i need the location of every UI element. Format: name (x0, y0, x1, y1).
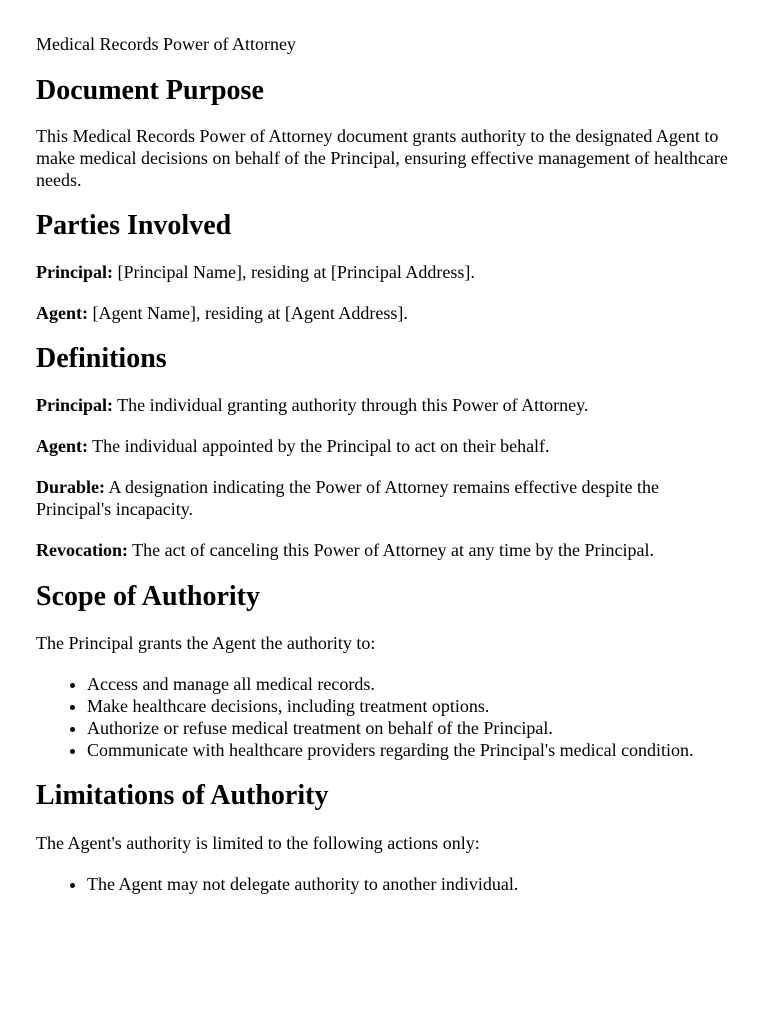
list-item: • Access and manage all medical records. (87, 673, 734, 695)
document-title: Medical Records Power of Attorney (36, 34, 296, 54)
section-heading-parties: Parties Involved (36, 210, 232, 241)
section-document-purpose (36, 74, 734, 191)
scope-intro: The Principal grants the Agent the authority to: (36, 633, 376, 653)
list-item: • Make healthcare decisions, including treatment options. (87, 695, 734, 717)
definition-agent (36, 435, 734, 457)
party-principal (36, 261, 734, 283)
definition-text: The individual granting authority through this Power of Attorney. (113, 395, 589, 415)
definition-term: Durable: (36, 477, 105, 497)
limitations-intro: The Agent's authority is limited to the following actions only: (36, 833, 480, 853)
party-agent-label: Agent: (36, 303, 88, 323)
section-limitations-of-authority (36, 779, 734, 895)
party-agent (36, 302, 734, 324)
list-item: • Communicate with healthcare providers regarding the Principal's medical condition. (87, 739, 734, 761)
limitations-list (36, 873, 734, 895)
definition-text: A designation indicating the Power of Attorney remains effective despite the Principal's incapacity. (36, 477, 660, 519)
section-heading-purpose: Document Purpose (36, 75, 264, 106)
section-heading-definitions: Definitions (36, 343, 167, 374)
list-item: • Authorize or refuse medical treatment on behalf of the Principal. (87, 717, 734, 739)
section-heading-scope: Scope of Authority (36, 581, 260, 612)
definition-term: Principal: (36, 395, 113, 415)
definition-term: Agent: (36, 436, 88, 456)
purpose-paragraph: This Medical Records Power of Attorney document grants authority to the designated Agent to make medical decisions on behalf of the Principal, ensuring effective management of healthcare needs. (36, 126, 728, 190)
party-principal-label: Principal: (36, 262, 113, 282)
definition-revocation (36, 539, 734, 561)
scope-list (36, 673, 734, 761)
definition-term: Revocation: (36, 540, 128, 560)
definition-text: The act of canceling this Power of Attorney at any time by the Principal. (127, 540, 655, 560)
definition-principal (36, 394, 734, 416)
section-definitions (36, 342, 734, 561)
party-principal-text: [Principal Name], residing at [Principal Address]. (113, 262, 475, 282)
definition-text: The individual appointed by the Principal to act on their behalf. (88, 436, 550, 456)
section-scope-of-authority (36, 580, 734, 761)
party-agent-text: [Agent Name], residing at [Agent Address]. (88, 303, 408, 323)
section-heading-limitations: Limitations of Authority (36, 780, 329, 811)
definition-durable (36, 476, 734, 520)
list-item: • The Agent may not delegate authority to another individual. (87, 873, 734, 895)
section-parties-involved (36, 209, 734, 324)
